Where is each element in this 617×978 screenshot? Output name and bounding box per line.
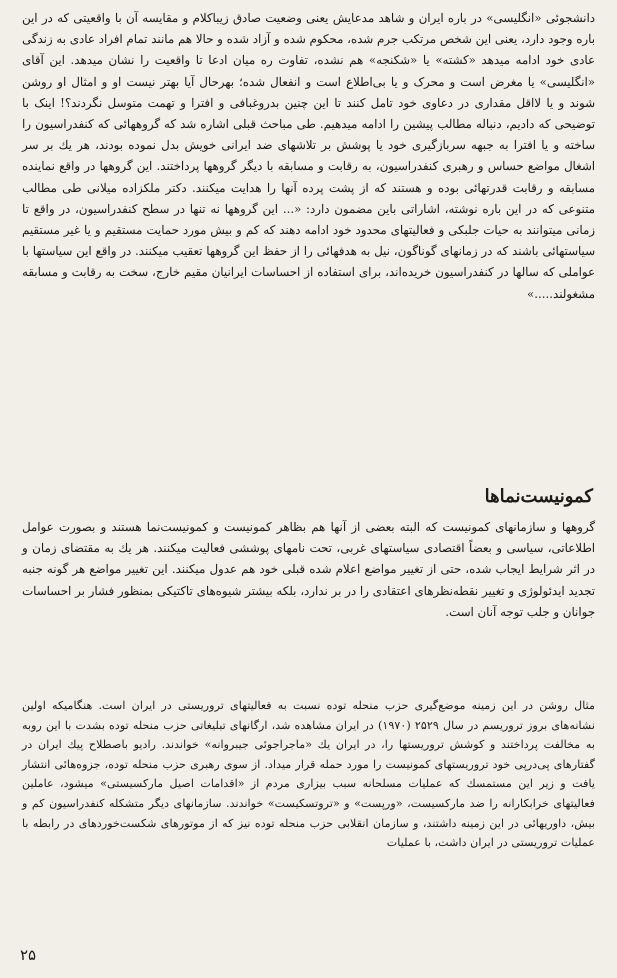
paragraph-confederation-rivalry: دانشجوئی «انگلیسی» در باره ایران و شاهد مدعایش یعنی وضعیت صادق زیباکلام و مقایسه آن با واقعیتی که در این باره وجود دارد، یعنی این شخص مرتکب جرم شده، محکوم شده و آزاد شده و حالا هم مانند تمام افراد عادی به زندگی عادی خود ادامه میدهد «کشته» یا «شکنجه» هم نشده، تفاوت ره میان ادعا تا واقعیت را نشان میدهد. این آقای «انگلیسی» یا مغرض است و محرک و یا بی‌اطلاع است و انفعال شده؛ بهرحال آیا بهتر نیست او و امثال او روشن شوند و یا لااقل مقداری در دعاوی خود تامل کنند تا این چنین بدروغبافی و افترا و تهمت متوسل نگردند؟! اینک با توضیحی که دادیم، دنباله مطالب پیشین را ادامه میدهیم. طی مباحث قبلی اشاره شد که گروههائی که کنفدراسیون را ساخته و یا افترا به جبهه سربازگیری خود یا پوشش بر تلاشهای ضد ایرانی خویش بدل نموده بودند، هر یك بر سر اشغال مواضع حساس و رهبری کنفدراسیون، به رقابت و مسابقه با دیگر گروهها پرداختند. این گروهها در واقع نماینده مسابقه و رقابت قدرتهائی بوده و هستند که از پشت پرده آنها را هدایت میکنند. دکتر ملکزاده میلانی طی مطالب متنوعی که در این باره نوشته، اشاراتی باین مضمون دارد: «... این گروهها نه تنها در سطح کنفدراسیون، در واقع تا زمانی میتوانند به حیات جلبکی و فعالیتهای محدود خود ادامه دهند که کم و بیش مورد حمایت مستقیم و یا غیر مستقیم سیاستهائی باشند که در زمانهای گوناگون، نیل به هدفهائی را از حفظ این گروهها تعقیب میکنند. در واقع این سیاستها با عواملی که سالها در کنفدراسیون خریده‌اند، برای استفاده از احساسات ایرانیان مقیم خارج، سخت به رقابت و مسابقه مشغولند.....» bbox=[22, 11, 595, 301]
section-heading: کمونیست‌نماها bbox=[484, 486, 593, 507]
paragraph-communist-groups: گروهها و سازمانهای کمونیست که البته بعضی از آنها هم بظاهر کمونیست و کمونیست‌نما هستند و بصورت عوامل اطلاعاتی، سیاسی و بعضاً اقتصادی سیاستهای غربی، تحت نامهای پوششی فعالیت میکنند. هر یك به مقتضای زمان و در اثر شرایط ایجاب شده، حتی از تغییر مواضع اعلام شده قبلی خود هم عدول میکنند. این تغییر مواضع هر گونه جنبه تجدید ایدئولوژی و تغییر نقطه‌نظرهای اعتقادی را در بر ندارد، بلکه بیشتر شیوه‌های تاکتیکی بمنظور فشار بر احساسات جوانان و جلب توجه آنان است. bbox=[22, 520, 595, 619]
paragraph-tudeh-example: مثال روشن در این زمینه موضع‌گیری حزب منحله توده نسبت به فعالیتهای تروریستی در ایران است. هنگامیکه اولین نشانه‌های بروز تروریسم در سال ۲۵۲۹ (۱۹۷۰) در ایران مشاهده شد، ارگانهای تبلیغاتی حزب منحله توده بشدت با این روبه به مخالفت پرداختند و کوشش تروریستها را، در ایران یك «ماجراجوئی جیبروانه» خواندند. رادیو باصطلاح پیك ایران در گفتارهای پی‌درپی خود تروریستهای کمونیست را مورد حمله قرار میداد. از سوی رهبری حزب منحله توده، جزوه‌هائی انتشار یافت و زیر این مستمسك که عملیات مسلحانه سبب بیزاری مردم از «اقدامات اصیل مارکسیستی» میشود، عاملین فعالیتهای خرابکارانه را ضد مارکسیست، «ورپست» و «تروتسکیست» خواندند. سازمانهای دیگر متشکله کنفدراسیون کم و بیش، داوریهائی در این زمینه داشتند، و سازمان انقلابی حزب منحله توده نیز که از موتورهای شکست‌خوردهای در رابطه با عملیات تروریستی در ایران داشت، با عملیات bbox=[22, 699, 595, 850]
page-number: ۲۵ bbox=[20, 946, 37, 964]
